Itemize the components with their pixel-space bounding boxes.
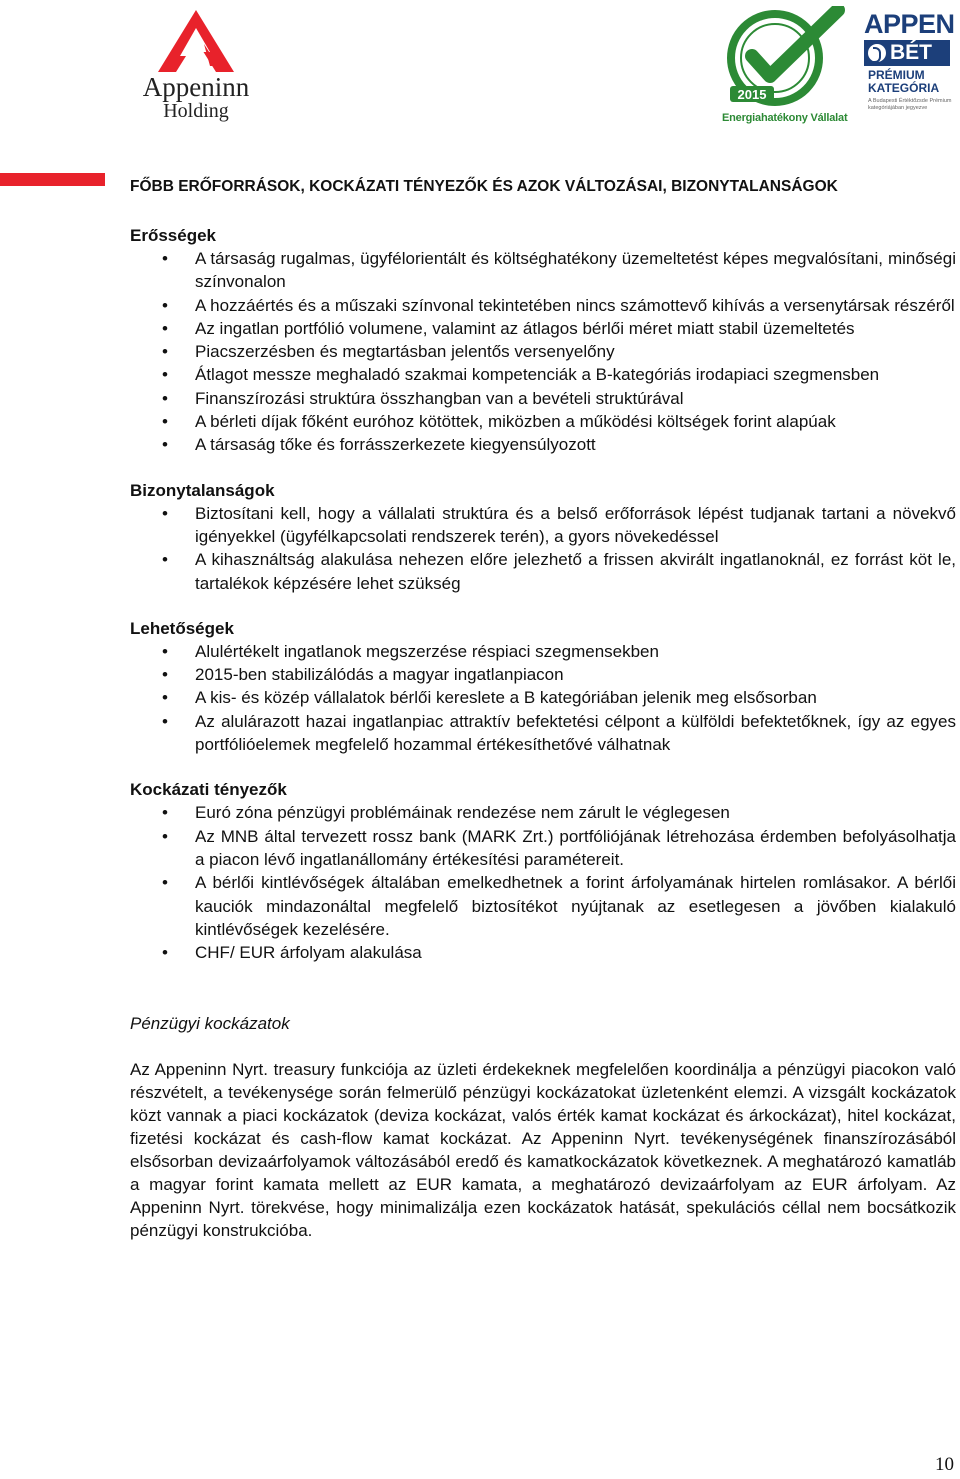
brand-name: Appeninn — [142, 72, 250, 102]
bullet-list — [130, 801, 956, 964]
brand-subtitle: Holding — [163, 100, 229, 122]
energy-efficient-badge — [720, 6, 854, 131]
list-item: • A társaság rugalmas, ügyfélorientált és költséghatékony üzemeltetést képes megvalósítani, minőségi színvonalon — [130, 247, 956, 294]
section-heading: Lehetőségek — [130, 618, 234, 638]
financial-risks-heading: Pénzügyi kockázatok — [130, 1014, 290, 1034]
energy-badge-caption: Energiahatékony Vállalat — [722, 112, 848, 124]
section-heading: Bizonytalanságok — [130, 480, 275, 500]
bet-small-text: A Budapesti Értéktőzsde Prémium kategóriájában jegyezve — [868, 98, 952, 111]
list-item: • 2015-ben stabilizálódás a magyar ingatlanpiacon — [130, 663, 956, 686]
list-item: • A bérleti díjak főként euróhoz kötöttek, miközben a működési költségek forint alapúak — [130, 410, 956, 433]
bet-premium-label — [864, 69, 956, 95]
financial-risks-paragraph: Az Appeninn Nyrt. treasury funkciója az üzleti érdekeknek megfelelően koordinálja a pénzügyi piacokon való részvételt, a tevékenysége során felmerülő pénzügyi kockázatokat üzletenként elemzi. A vizsgált kockázatok közt vannak a piaci kockázatok (deviza kockázat, valós érték kamat kockázat és árkockázat), hitel kockázat, fizetési kockázat és cash-flow kamat kockázat. Az Appeninn Nyrt. tevékenységének finanszírozásából elsősorban devizaárfolyamok változásából eredő és kamatkockázatok következnek. A meghatározó kamatláb a magyar forint kamata mellett az EUR kamata, a meghatározó devizaárfolyam az EUR árfolyam. Az Appeninn Nyrt. törekvése, hogy minimalizálja ezen kockázatok hatását, spekulációs céllal nem bocsátkozik pénzügyi konstrukcióba. — [130, 1060, 956, 1241]
section-strengths — [130, 224, 956, 457]
bullet-list — [130, 502, 956, 595]
mountain-logo-icon — [158, 10, 234, 72]
bullet-list — [130, 640, 956, 756]
appeninn-logo — [126, 10, 266, 130]
red-accent-bar — [0, 173, 105, 186]
list-item: • Euró zóna pénzügyi problémáinak rendezése nem zárult le véglegesen — [130, 801, 956, 824]
list-item: • A bérlői kintlévőségek általában emelkedhetnek a forint árfolyamának hirtelen romlásakor. A bérlői kauciók mindazonáltal megfelelő biztosítékot nyújtanak az esetlegesen a jövőben kialakuló kintlévőségek kezelésére. — [130, 871, 956, 941]
document-body — [130, 176, 956, 1242]
checkmark-seal-icon — [720, 6, 850, 110]
list-item: • Piacszerzésben és megtartásban jelentős versenyelőny — [130, 340, 956, 363]
section-uncertainties — [130, 479, 956, 595]
page-number: 10 — [935, 1454, 954, 1475]
section-heading: Kockázati tényezők — [130, 780, 287, 800]
bet-appen-text: APPEN — [864, 9, 955, 39]
list-item: • Az ingatlan portfólió volumene, valamint az átlagos bérlői méret miatt stabil üzemeltetés — [130, 317, 956, 340]
bet-text: BÉT — [890, 41, 932, 64]
list-item: • CHF/ EUR árfolyam alakulása — [130, 941, 956, 964]
bet-premium-line2: KATEGÓRIA — [868, 81, 940, 95]
bet-premium-line1: PRÉMIUM — [868, 68, 925, 82]
list-item: • Átlagot messze meghaladó szakmai kompetenciák a B-kategóriás irodapiaci szegmensben — [130, 363, 956, 386]
list-item: • A társaság tőke és forrásszerkezete kiegyensúlyozott — [130, 433, 956, 456]
list-item: • Finanszírozási struktúra összhangban van a bevételi struktúrával — [130, 387, 956, 410]
badge-year: 2015 — [737, 87, 767, 102]
bet-logo — [864, 40, 950, 66]
list-item: • A kihasználtság alakulása nehezen előre jelezhető a frissen akvirált ingatlanoknál, ez forrást köt le, tartalékok képzésére lehet szükség — [130, 548, 956, 595]
page-title: FŐBB ERŐFORRÁSOK, KOCKÁZATI TÉNYEZŐK ÉS AZOK VÁLTOZÁSAI, BIZONYTALANSÁGOK — [130, 178, 838, 195]
list-item: • Az alulárazott hazai ingatlanpiac attraktív befektetési célpont a külföldi befektetőknek, így az egyes portfólióelemek megfelelő hozammal értékesíthetővé válhatnak — [130, 710, 956, 757]
section-heading: Erősségek — [130, 226, 216, 245]
section-risk-factors — [130, 778, 956, 964]
section-opportunities — [130, 617, 956, 756]
list-item: • A kis- és közép vállalatok bérlői kereslete a B kategóriában jelenik meg elsősorban — [130, 686, 956, 709]
list-item: • A hozzáértés és a műszaki színvonal tekintetében nincs számottevő kihívás a versenytársak részéről — [130, 294, 956, 317]
list-item: • Alulértékelt ingatlanok megszerzése réspiaci szegmensekben — [130, 640, 956, 663]
bullet-list — [130, 247, 956, 457]
list-item: • Biztosítani kell, hogy a vállalati struktúra és a belső erőforrások lépést tudjanak tartani a növekvő igényekkel (ügyfélkapcsolati rendszerek terén), a gyors növekedéssel — [130, 502, 956, 549]
list-item: • Az MNB által tervezett rossz bank (MARK Zrt.) portfóliójának létrehozása érdemben befolyásolhatja a piacon lévő ingatlanállomány értékesítési paramétereit. — [130, 825, 956, 872]
bet-symbol-icon — [868, 44, 886, 62]
bet-premium-badge — [864, 10, 956, 130]
